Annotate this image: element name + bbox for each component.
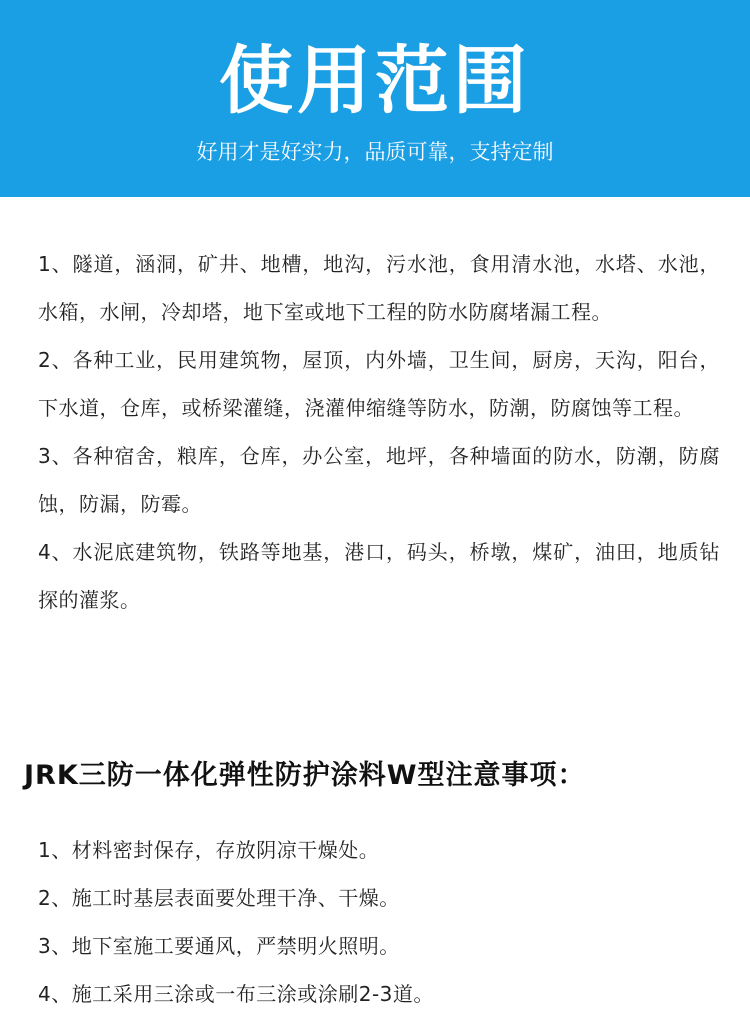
banner-title: 使用范围 [219,38,531,124]
usage-list [38,240,720,624]
header-banner [0,0,750,197]
note-item-2: 2、施工时基层表面要处理干净、干燥。 [38,886,400,910]
note-item-4: 4、施工采用三涂或一布三涂或涂刷2-3道。 [38,982,434,1006]
notes-list [38,826,720,1018]
usage-item-3: 3、各种宿舍，粮库，仓库，办公室，地坪，各种墙面的防水，防潮，防腐蚀，防漏，防霉。 [38,444,720,516]
usage-item-1: 1、隧道，涵洞，矿井、地槽，地沟，污水池，食用清水池，水塔、水池，水箱，水闸，冷却塔，地下室或地下工程的防水防腐堵漏工程。 [38,252,720,324]
banner-subtitle: 好用才是好实力，品质可靠，支持定制 [196,140,554,164]
notes-title: JRK三防一体化弹性防护涂料W型注意事项： [24,760,586,791]
note-item-3: 3、地下室施工要通风，严禁明火照明。 [38,934,400,958]
note-item-1: 1、材料密封保存，存放阴凉干燥处。 [38,838,380,862]
usage-item-2: 2、各种工业，民用建筑物，屋顶，内外墙，卫生间，厨房，天沟，阳台，下水道，仓库，或桥梁灌缝，浇灌伸缩缝等防水，防潮，防腐蚀等工程。 [38,348,720,420]
usage-item-4: 4、水泥底建筑物，铁路等地基，港口，码头，桥墩，煤矿，油田，地质钻探的灌浆。 [38,540,720,612]
